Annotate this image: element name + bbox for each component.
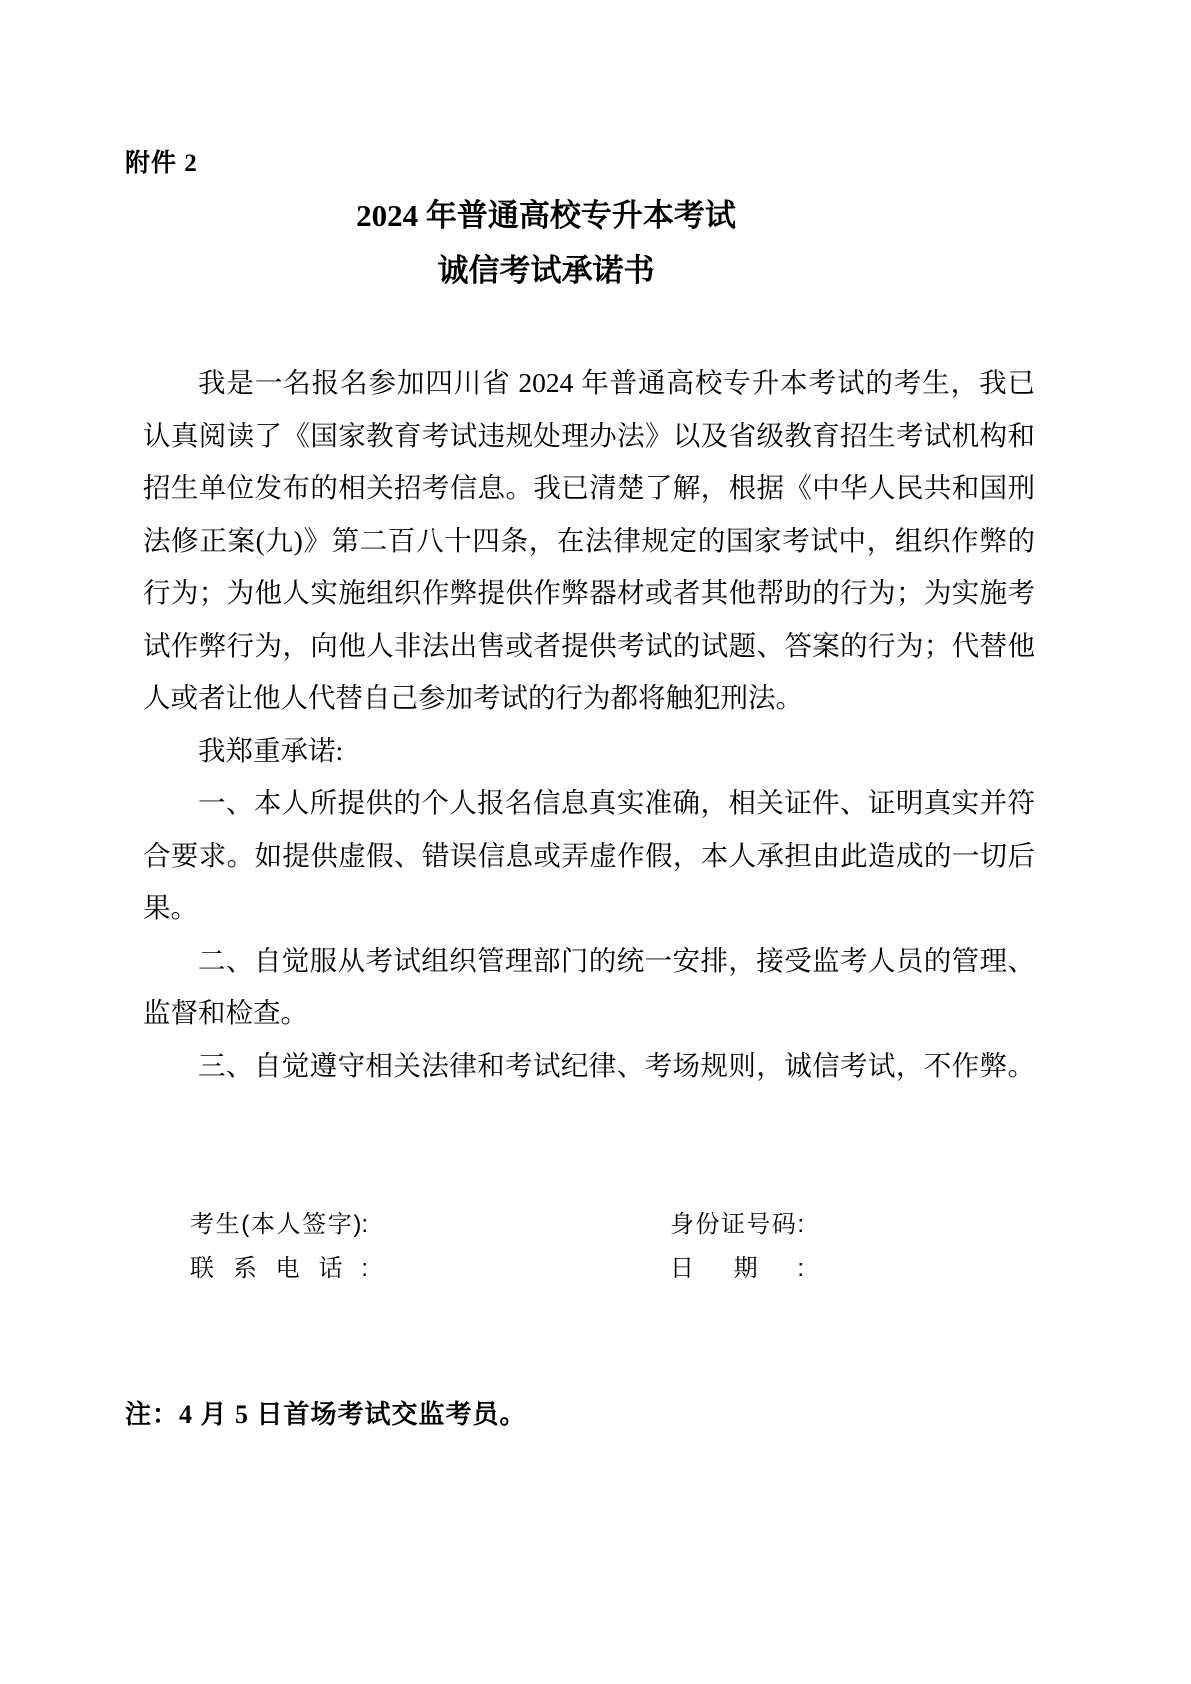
- body-line: 二、自觉服从考试组织管理部门的统一安排，接受监考人员的管理、: [198, 944, 1035, 976]
- body-line: 三、自觉遵守相关法律和考试纪律、考场规则，诚信考试，不作弊。: [198, 1049, 1035, 1081]
- body-line: 我是一名报名参加四川省 2024 年普通高校专升本考试的考生，我已: [198, 367, 1035, 398]
- document-body: [143, 357, 1035, 1092]
- body-line: 人或者让他人代替自己参加考试的行为都将触犯刑法。: [143, 682, 803, 713]
- body-paragraph: [143, 357, 1035, 725]
- body-line: 试作弊行为，向他人非法出售或者提供考试的试题、答案的行为；代替他: [143, 629, 1035, 661]
- body-line: 监督和检查。: [143, 997, 308, 1028]
- id-number-label: 身份证号码:: [670, 1211, 804, 1238]
- signature-row-1: [190, 1203, 1035, 1247]
- signature-block: [190, 1203, 1035, 1291]
- body-paragraph: [143, 1040, 1035, 1093]
- date-label: 日期:: [670, 1255, 804, 1282]
- body-paragraph: [143, 777, 1035, 935]
- body-line: 法修正案(九)》第二百八十四条，在法律规定的国家考试中，组织作弊的: [143, 524, 1035, 556]
- title-line-2: 诚信考试承诺书: [437, 253, 655, 288]
- body-line: 招生单位发布的相关招考信息。我已清楚了解，根据《中华人民共和国刑: [143, 472, 1035, 503]
- body-paragraph: [143, 935, 1035, 1040]
- body-line: 行为；为他人实施组织作弊提供作弊器材或者其他帮助的行为；为实施考: [143, 577, 1035, 608]
- candidate-signature-label: 考生(本人签字):: [190, 1211, 368, 1238]
- body-line: 果。: [143, 892, 198, 923]
- signature-row-2: [190, 1247, 1035, 1291]
- footer-note: 注：4 月 5 日首场考试交监考员。: [125, 1400, 527, 1429]
- body-line: 我郑重承诺:: [198, 734, 344, 766]
- body-paragraph: [143, 725, 1035, 778]
- document-title: [0, 188, 1092, 298]
- contact-phone-label: 联系电话:: [190, 1255, 368, 1282]
- body-line: 认真阅读了《国家教育考试违规处理办法》以及省级教育招生考试机构和: [143, 419, 1035, 451]
- attachment-label: 附件 2: [125, 150, 198, 177]
- body-line: 一、本人所提供的个人报名信息真实准确，相关证件、证明真实并符: [198, 787, 1035, 818]
- title-line-1: 2024 年普通高校专升本考试: [356, 198, 736, 233]
- body-line: 合要求。如提供虚假、错误信息或弄虚作假，本人承担由此造成的一切后: [143, 839, 1035, 871]
